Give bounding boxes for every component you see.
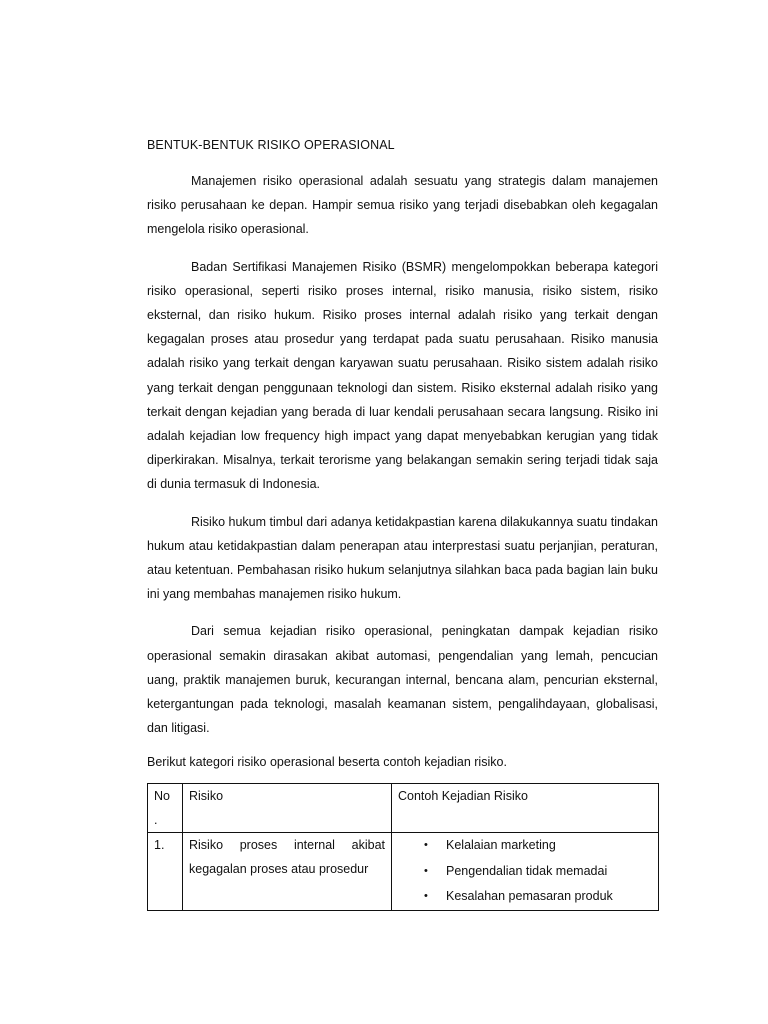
table-header-row: [148, 784, 659, 833]
paragraph: Dari semua kejadian risiko operasional, peningkatan dampak kejadian risiko operasional semakin dirasakan akibat automasi, pengendalian yang lemah, pencucian uang, praktik manajemen buruk, kecurangan internal, bencana alam, pencurian eksternal, ketergantungan pada teknologi, masalah keamanan sistem, pengalihdayaan, globalisasi, dan litigasi.: [147, 624, 658, 736]
paragraph: Manajemen risiko operasional adalah sesuatu yang strategis dalam manajemen risiko perusahaan ke depan. Hampir semua risiko yang terjadi disebabkan oleh kegagalan mengelola risiko operasional.: [147, 174, 658, 237]
header-examples-label: Contoh Kejadian Risiko: [398, 789, 528, 804]
table-intro: Berikut kategori risiko operasional beserta contoh kejadian risiko.: [147, 755, 507, 770]
paragraph: Badan Sertifikasi Manajemen Risiko (BSMR) mengelompokkan beberapa kategori risiko operasional, seperti risiko proses internal, risiko manusia, risiko sistem, risiko eksternal, dan risiko hukum. Risiko proses internal adalah risiko yang terkait dengan kegagalan proses atau prosedur yang terdapat pada suatu perusahaan. Risiko manusia adalah risiko yang terkait dengan karyawan suatu perusahaan. Risiko sistem adalah risiko yang terkait dengan penggunaan teknologi dan sistem. Risiko eksternal adalah risiko yang terkait dengan kejadian yang berada di luar kendali perusahaan secara langsung. Risiko ini adalah kejadian low frequency high impact yang dapat menyebabkan kerugian yang tidak diperkirakan. Misalnya, terkait terorisme yang belakangan semakin sering terjadi tidak saja di dunia termasuk di Indonesia.: [147, 259, 658, 492]
bullet-icon: •: [424, 839, 428, 852]
example-text: Pengendalian tidak memadai: [446, 863, 608, 878]
example-text: Kelalaian marketing: [446, 838, 556, 853]
header-no-cell: [148, 784, 183, 833]
row-number: 1.: [154, 838, 165, 853]
risk-category-table: [147, 783, 659, 911]
row-examples-cell: [392, 833, 659, 911]
bullet-icon: •: [424, 864, 428, 877]
header-no-label: No: [154, 789, 170, 804]
list-item: [424, 859, 652, 885]
header-risk-cell: [183, 784, 392, 833]
header-examples-cell: [392, 784, 659, 833]
list-item: [424, 833, 652, 859]
bullet-icon: •: [424, 890, 428, 903]
examples-list: [398, 833, 652, 910]
row-no-cell: [148, 833, 183, 911]
header-no-label-dot: .: [154, 813, 158, 828]
document-heading: BENTUK-BENTUK RISIKO OPERASIONAL: [147, 138, 395, 152]
header-risk-label: Risiko: [189, 789, 224, 804]
paragraph: Risiko hukum timbul dari adanya ketidakpastian karena dilakukannya suatu tindakan hukum atau ketidakpastian dalam penerapan atau interprestasi suatu perjanjian, peraturan, atau ketentuan. Pembahasan risiko hukum selanjutnya silahkan baca pada bagian lain buku ini yang membahas manajemen risiko hukum.: [147, 514, 658, 602]
row-risk-text: Risiko proses internal akibat kegagalan proses atau prosedur: [189, 838, 385, 877]
document-page: [147, 136, 658, 911]
example-text: Kesalahan pemasaran produk: [446, 889, 613, 904]
list-item: [424, 884, 652, 910]
row-risk-cell: [183, 833, 392, 911]
table-row: [148, 833, 659, 911]
